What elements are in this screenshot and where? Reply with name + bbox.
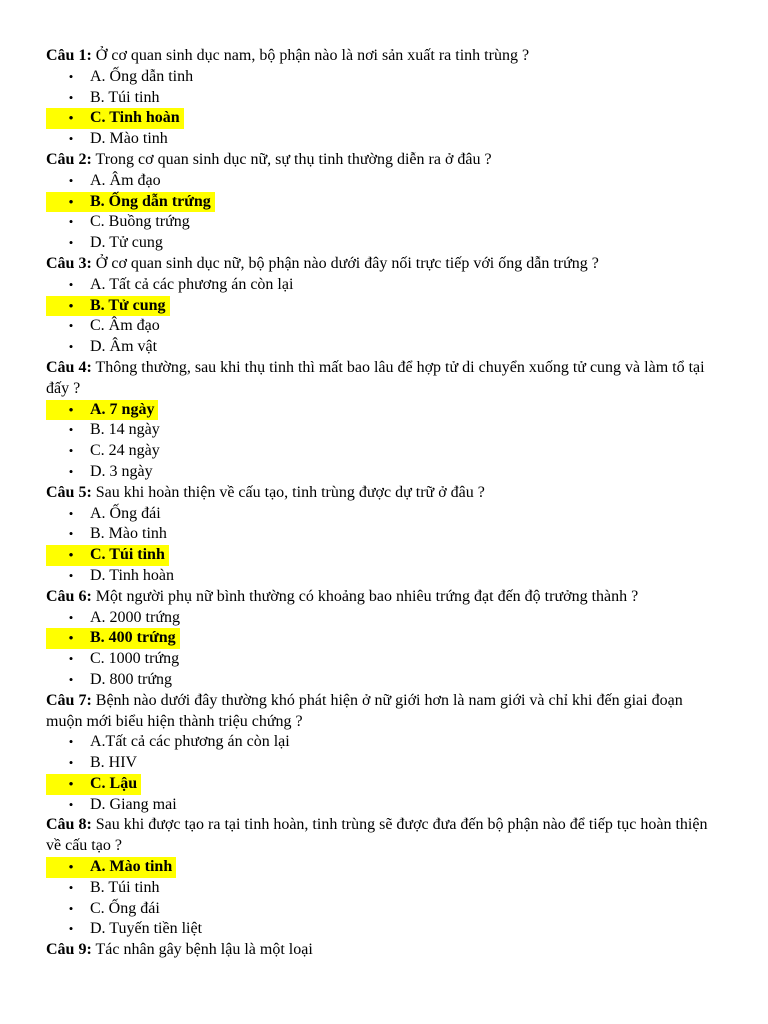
answer-option: [46, 88, 721, 109]
answer-option-text: C. Buồng trứng: [90, 213, 190, 231]
answer-option: [46, 462, 721, 483]
answer-options-list: [46, 67, 721, 150]
bullet-icon: •: [68, 775, 74, 791]
question-body: Một người phụ nữ bình thường có khoảng bao nhiêu trứng đạt đến độ trưởng thành ?: [95, 587, 639, 605]
bullet-icon: •: [68, 89, 74, 105]
answer-option: [46, 566, 721, 587]
answer-option-text: D. Mào tinh: [90, 130, 168, 148]
answer-option-text: B. Ống dẫn trứng: [90, 192, 211, 210]
bullet-icon: •: [68, 235, 74, 251]
answer-option-text: B. 14 ngày: [90, 421, 160, 439]
bullet-icon: •: [68, 526, 74, 542]
bullet-icon: •: [68, 755, 74, 771]
answer-option-text: A. Ống dẫn tinh: [90, 67, 194, 85]
question-text: [46, 940, 721, 961]
answer-option-text: C. 1000 trứng: [90, 650, 180, 668]
bullet-icon: •: [68, 401, 74, 417]
question-label: Câu 5:: [46, 483, 92, 501]
answer-option: [46, 919, 721, 940]
answer-option-text: C. Túi tinh: [90, 546, 165, 564]
question-text: [46, 150, 721, 171]
bullet-icon: •: [68, 110, 74, 126]
answer-option-text: A. Ống đái: [90, 504, 161, 522]
bullet-icon: •: [68, 318, 74, 334]
answer-option-correct: [46, 628, 180, 649]
answer-option: [46, 795, 721, 816]
bullet-icon: •: [68, 609, 74, 625]
question-block: [46, 691, 721, 816]
answer-option: [46, 899, 721, 920]
bullet-icon: •: [68, 630, 74, 646]
answer-option: [46, 67, 721, 88]
question-text: [46, 483, 721, 504]
bullet-icon: •: [68, 422, 74, 438]
answer-option-text: D. Tử cung: [90, 234, 163, 252]
answer-options-list: [46, 171, 721, 254]
answer-option: [46, 171, 721, 192]
answer-option-text: A. Âm đạo: [90, 171, 161, 189]
answer-option-correct: [46, 857, 176, 878]
answer-option: [46, 504, 721, 525]
bullet-icon: •: [68, 547, 74, 563]
question-body: Bệnh nào dưới đây thường khó phát hiện ở nữ giới hơn là nam giới và chỉ khi đến giai đoạn muộn mới biểu hiện thành triệu chứng ?: [46, 691, 683, 730]
bullet-icon: •: [68, 214, 74, 230]
question-block: [46, 587, 721, 691]
answer-option-text: B. 400 trứng: [90, 629, 176, 647]
answer-option-text: B. Tử cung: [90, 296, 166, 314]
question-body: Ở cơ quan sinh dục nam, bộ phận nào là nơi sản xuất ra tinh trùng ?: [95, 47, 530, 64]
answer-options-list: [46, 504, 721, 587]
bullet-icon: •: [68, 68, 74, 84]
answer-option: [46, 524, 721, 545]
bullet-icon: •: [68, 734, 74, 750]
bullet-icon: •: [68, 859, 74, 875]
answer-option: [46, 670, 721, 691]
question-label: Câu 9:: [46, 941, 92, 959]
question-body: Ở cơ quan sinh dục nữ, bộ phận nào dưới đây nối trực tiếp với ống dẫn trứng ?: [95, 254, 599, 272]
question-body: Trong cơ quan sinh dục nữ, sự thụ tinh thường diễn ra ở đâu ?: [95, 150, 492, 168]
bullet-icon: •: [68, 463, 74, 479]
bullet-icon: •: [68, 879, 74, 895]
answer-option-text: A. Tất cả các phương án còn lại: [90, 275, 294, 293]
question-body: Thông thường, sau khi thụ tinh thì mất bao lâu để hợp tử di chuyển xuống tử cung và làm tổ tại đấy ?: [46, 358, 705, 397]
bullet-icon: •: [68, 505, 74, 521]
answer-option-text: D. Giang mai: [90, 795, 177, 813]
question-block: [46, 46, 721, 150]
answer-option-text: A. 2000 trứng: [90, 608, 180, 626]
bullet-icon: •: [68, 651, 74, 667]
bullet-icon: •: [68, 900, 74, 916]
question-label: Câu 8:: [46, 816, 92, 834]
bullet-icon: •: [68, 131, 74, 147]
question-body: Sau khi hoàn thiện về cấu tạo, tinh trùng được dự trữ ở đâu ?: [95, 483, 485, 501]
question-label: Câu 3:: [46, 254, 92, 272]
question-label: Câu 6:: [46, 587, 92, 605]
answer-option-text: C. 24 ngày: [90, 442, 160, 460]
bullet-icon: •: [68, 921, 74, 937]
answer-option-text: D. Tuyến tiền liệt: [90, 920, 203, 938]
answer-option-text: D. 800 trứng: [90, 670, 172, 688]
answer-option-correct: [46, 192, 215, 213]
answer-option: [46, 753, 721, 774]
answer-option: [46, 420, 721, 441]
question-block: [46, 254, 721, 358]
answer-options-list: [46, 857, 721, 940]
question-text: [46, 358, 721, 400]
answer-option-text: B. Mào tinh: [90, 525, 167, 543]
question-label: Câu 7:: [46, 691, 92, 709]
answer-option-text: A. 7 ngày: [90, 400, 155, 418]
bullet-icon: •: [68, 172, 74, 188]
question-label: Câu 1:: [46, 47, 92, 64]
answer-option: [46, 129, 721, 150]
question-block: [46, 483, 721, 587]
question-text: [46, 587, 721, 608]
answer-option: [46, 649, 721, 670]
question-text: [46, 815, 721, 857]
question-text: [46, 254, 721, 275]
answer-option: [46, 316, 721, 337]
question-block: [46, 150, 721, 254]
answer-option-text: C. Âm đạo: [90, 317, 160, 335]
answer-option-correct: [46, 774, 141, 795]
answer-option-text: B. Túi tinh: [90, 88, 160, 106]
bullet-icon: •: [68, 193, 74, 209]
answer-option-correct: [46, 545, 169, 566]
question-block: [46, 358, 721, 483]
answer-option-text: C. Ống đái: [90, 899, 160, 917]
answer-option: [46, 878, 721, 899]
answer-options-list: [46, 400, 721, 483]
answer-option-correct: [46, 400, 158, 421]
question-text: [46, 691, 721, 733]
question-text: [46, 46, 721, 67]
bullet-icon: •: [68, 796, 74, 812]
answer-option: [46, 233, 721, 254]
answer-option-text: C. Lậu: [90, 774, 138, 792]
answer-option: [46, 441, 721, 462]
question-label: Câu 2:: [46, 150, 92, 168]
bullet-icon: •: [68, 671, 74, 687]
answer-option-text: B. Túi tinh: [90, 878, 160, 896]
bullet-icon: •: [68, 443, 74, 459]
answer-options-list: [46, 732, 721, 815]
answer-option-correct: [46, 108, 184, 129]
answer-option: [46, 732, 721, 753]
answer-option: [46, 337, 721, 358]
question-body: Tác nhân gây bệnh lậu là một loại: [95, 941, 313, 959]
answer-option-text: A. Mào tinh: [90, 858, 173, 876]
bullet-icon: •: [68, 339, 74, 355]
answer-option-text: B. HIV: [90, 754, 138, 772]
answer-option-text: A.Tất cả các phương án còn lại: [90, 733, 290, 751]
question-block: [46, 815, 721, 940]
answer-option-text: D. 3 ngày: [90, 462, 153, 480]
answer-option-text: C. Tinh hoàn: [90, 109, 180, 127]
answer-option-text: D. Tinh hoàn: [90, 566, 175, 584]
bullet-icon: •: [68, 297, 74, 313]
answer-option: [46, 275, 721, 296]
answer-option-correct: [46, 296, 170, 317]
bullet-icon: •: [68, 567, 74, 583]
answer-options-list: [46, 275, 721, 358]
answer-option: [46, 608, 721, 629]
answer-options-list: [46, 608, 721, 691]
bullet-icon: •: [68, 276, 74, 292]
question-block: [46, 940, 721, 961]
answer-option-text: D. Âm vật: [90, 338, 158, 356]
question-body: Sau khi được tạo ra tại tinh hoàn, tinh trùng sẽ được đưa đến bộ phận nào để tiếp tục hoàn thiện về cấu tạo ?: [46, 816, 708, 855]
answer-option: [46, 212, 721, 233]
question-label: Câu 4:: [46, 358, 92, 376]
document-body: [46, 46, 721, 961]
